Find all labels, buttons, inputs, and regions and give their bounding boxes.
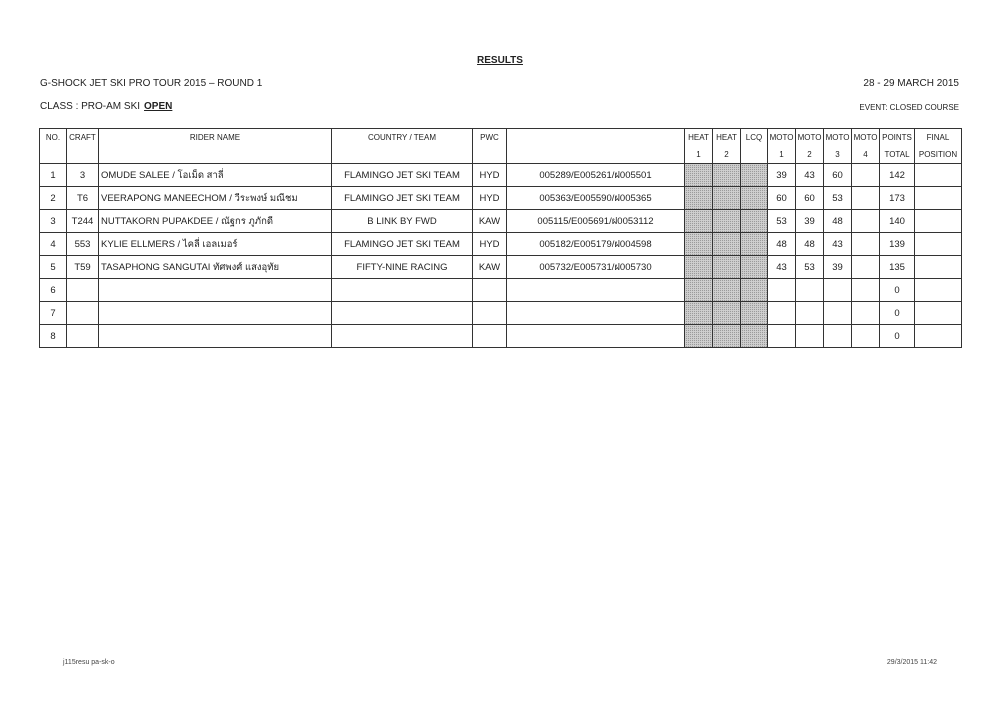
col-lcq-header: LCQ (741, 129, 768, 147)
page-title: RESULTS (477, 55, 523, 66)
cell-moto4 (852, 325, 880, 348)
col-heat1-header: HEAT (685, 129, 713, 147)
table-body (40, 164, 962, 348)
cell-moto4 (852, 279, 880, 302)
cell-team: FLAMINGO JET SKI TEAM (332, 164, 473, 187)
cell-team: FIFTY-NINE RACING (332, 256, 473, 279)
col-team-sub (332, 146, 473, 164)
cell-pwc: KAW (473, 256, 507, 279)
table-row (40, 279, 962, 302)
cell-heat2 (713, 325, 741, 348)
col-moto1-sub: 1 (768, 146, 796, 164)
cell-moto1 (768, 325, 796, 348)
cell-reg (507, 279, 685, 302)
cell-rider (99, 279, 332, 302)
cell-moto2: 43 (796, 164, 824, 187)
col-moto3-sub: 3 (824, 146, 852, 164)
event-dates: 28 - 29 MARCH 2015 (863, 78, 959, 89)
cell-heat2 (713, 302, 741, 325)
cell-lcq (741, 164, 768, 187)
cell-lcq (741, 279, 768, 302)
cell-rider (99, 302, 332, 325)
cell-total: 135 (880, 256, 915, 279)
cell-moto3 (824, 302, 852, 325)
cell-final (915, 164, 962, 187)
cell-total: 173 (880, 187, 915, 210)
class-line (40, 101, 172, 112)
cell-heat1 (685, 210, 713, 233)
cell-heat2 (713, 279, 741, 302)
cell-moto1: 60 (768, 187, 796, 210)
col-moto4-header: MOTO (852, 129, 880, 147)
cell-rider: VEERAPONG MANEECHOM / วีระพงษ์ มณีชม (99, 187, 332, 210)
col-heat1-sub: 1 (685, 146, 713, 164)
cell-final (915, 325, 962, 348)
cell-final (915, 302, 962, 325)
table-row (40, 256, 962, 279)
col-moto2-sub: 2 (796, 146, 824, 164)
cell-moto3: 39 (824, 256, 852, 279)
cell-team (332, 302, 473, 325)
cell-moto2: 53 (796, 256, 824, 279)
class-label: CLASS : PRO-AM SKI (40, 101, 141, 112)
cell-total: 139 (880, 233, 915, 256)
col-reg-header (507, 129, 685, 147)
cell-moto1 (768, 279, 796, 302)
col-moto3-header: MOTO (824, 129, 852, 147)
cell-craft: T59 (67, 256, 99, 279)
cell-heat2 (713, 164, 741, 187)
cell-team: B LINK BY FWD (332, 210, 473, 233)
table-row (40, 302, 962, 325)
col-rider-sub (99, 146, 332, 164)
cell-lcq (741, 302, 768, 325)
cell-craft: 553 (67, 233, 99, 256)
cell-heat1 (685, 279, 713, 302)
cell-final (915, 279, 962, 302)
cell-moto1: 48 (768, 233, 796, 256)
cell-no: 4 (40, 233, 67, 256)
cell-pwc: HYD (473, 164, 507, 187)
cell-heat2 (713, 210, 741, 233)
cell-final (915, 233, 962, 256)
col-lcq-sub (741, 146, 768, 164)
cell-rider (99, 325, 332, 348)
cell-reg: 005732/E005731/ฝ005730 (507, 256, 685, 279)
cell-moto2 (796, 279, 824, 302)
table-row (40, 210, 962, 233)
cell-moto1: 39 (768, 164, 796, 187)
cell-heat1 (685, 164, 713, 187)
cell-moto1: 53 (768, 210, 796, 233)
cell-no: 7 (40, 302, 67, 325)
cell-moto3: 60 (824, 164, 852, 187)
cell-rider: OMUDE SALEE / โอเม็ด สาลี่ (99, 164, 332, 187)
cell-final (915, 187, 962, 210)
cell-craft (67, 279, 99, 302)
col-moto1-header: MOTO (768, 129, 796, 147)
cell-craft: T6 (67, 187, 99, 210)
cell-moto2 (796, 302, 824, 325)
cell-heat1 (685, 256, 713, 279)
cell-reg: 005182/E005179/ฝ004598 (507, 233, 685, 256)
cell-heat1 (685, 325, 713, 348)
cell-lcq (741, 233, 768, 256)
cell-moto2 (796, 325, 824, 348)
col-final-header: FINAL (915, 129, 962, 147)
cell-total: 140 (880, 210, 915, 233)
cell-pwc (473, 302, 507, 325)
cell-moto4 (852, 187, 880, 210)
table-row (40, 164, 962, 187)
cell-moto3: 48 (824, 210, 852, 233)
cell-moto3 (824, 325, 852, 348)
cell-craft (67, 302, 99, 325)
col-rider-header: RIDER NAME (99, 129, 332, 147)
col-craft-header: CRAFT (67, 129, 99, 147)
footer-file-code: j115resu pa-sk-o (63, 659, 115, 666)
cell-moto4 (852, 233, 880, 256)
cell-moto2: 48 (796, 233, 824, 256)
cell-reg: 005289/E005261/ฝ005501 (507, 164, 685, 187)
event-name: G-SHOCK JET SKI PRO TOUR 2015 – ROUND 1 (40, 78, 263, 89)
cell-pwc (473, 325, 507, 348)
event-type: EVENT: CLOSED COURSE (859, 103, 959, 112)
cell-moto3: 43 (824, 233, 852, 256)
cell-moto2: 60 (796, 187, 824, 210)
col-craft-sub (67, 146, 99, 164)
col-reg-sub (507, 146, 685, 164)
col-no-header: NO. (40, 129, 67, 147)
cell-rider: NUTTAKORN PUPAKDEE / ณัฐกร ภูภักดี (99, 210, 332, 233)
results-table (39, 128, 962, 348)
class-value: OPEN (144, 101, 173, 112)
col-pwc-sub (473, 146, 507, 164)
table-header (40, 129, 962, 164)
cell-heat1 (685, 187, 713, 210)
col-pwc-header: PWC (473, 129, 507, 147)
cell-pwc (473, 279, 507, 302)
cell-total: 0 (880, 325, 915, 348)
cell-moto4 (852, 302, 880, 325)
cell-moto1: 43 (768, 256, 796, 279)
col-team-header: COUNTRY / TEAM (332, 129, 473, 147)
cell-pwc: HYD (473, 233, 507, 256)
col-moto2-header: MOTO (796, 129, 824, 147)
cell-total: 0 (880, 279, 915, 302)
cell-lcq (741, 187, 768, 210)
table-row (40, 187, 962, 210)
cell-heat1 (685, 302, 713, 325)
col-points-sub: TOTAL (880, 146, 915, 164)
cell-heat2 (713, 256, 741, 279)
table-row (40, 325, 962, 348)
cell-no: 5 (40, 256, 67, 279)
cell-moto1 (768, 302, 796, 325)
cell-heat1 (685, 233, 713, 256)
cell-pwc: KAW (473, 210, 507, 233)
cell-total: 142 (880, 164, 915, 187)
cell-craft: T244 (67, 210, 99, 233)
cell-no: 8 (40, 325, 67, 348)
cell-reg (507, 325, 685, 348)
col-heat2-sub: 2 (713, 146, 741, 164)
cell-pwc: HYD (473, 187, 507, 210)
cell-team: FLAMINGO JET SKI TEAM (332, 187, 473, 210)
col-heat2-header: HEAT (713, 129, 741, 147)
cell-rider: TASAPHONG SANGUTAI ทัศพงศ์ แสงอุทัย (99, 256, 332, 279)
cell-moto4 (852, 256, 880, 279)
cell-reg: 005115/E005691/ฝ0053112 (507, 210, 685, 233)
cell-no: 3 (40, 210, 67, 233)
cell-moto4 (852, 164, 880, 187)
cell-reg (507, 302, 685, 325)
cell-team (332, 279, 473, 302)
cell-reg: 005363/E005590/ฝ005365 (507, 187, 685, 210)
cell-lcq (741, 325, 768, 348)
cell-no: 1 (40, 164, 67, 187)
cell-moto3: 53 (824, 187, 852, 210)
col-no-sub (40, 146, 67, 164)
cell-heat2 (713, 187, 741, 210)
col-final-sub: POSITION (915, 146, 962, 164)
cell-moto4 (852, 210, 880, 233)
cell-heat2 (713, 233, 741, 256)
cell-lcq (741, 210, 768, 233)
cell-total: 0 (880, 302, 915, 325)
cell-team: FLAMINGO JET SKI TEAM (332, 233, 473, 256)
cell-craft: 3 (67, 164, 99, 187)
cell-team (332, 325, 473, 348)
table-row (40, 233, 962, 256)
cell-no: 2 (40, 187, 67, 210)
cell-rider: KYLIE ELLMERS / ไคลี่ เอลเมอร์ (99, 233, 332, 256)
cell-moto2: 39 (796, 210, 824, 233)
cell-final (915, 256, 962, 279)
cell-lcq (741, 256, 768, 279)
cell-craft (67, 325, 99, 348)
col-points-header: POINTS (880, 129, 915, 147)
cell-moto3 (824, 279, 852, 302)
cell-no: 6 (40, 279, 67, 302)
footer-timestamp: 29/3/2015 11:42 (886, 659, 937, 666)
cell-final (915, 210, 962, 233)
col-moto4-sub: 4 (852, 146, 880, 164)
